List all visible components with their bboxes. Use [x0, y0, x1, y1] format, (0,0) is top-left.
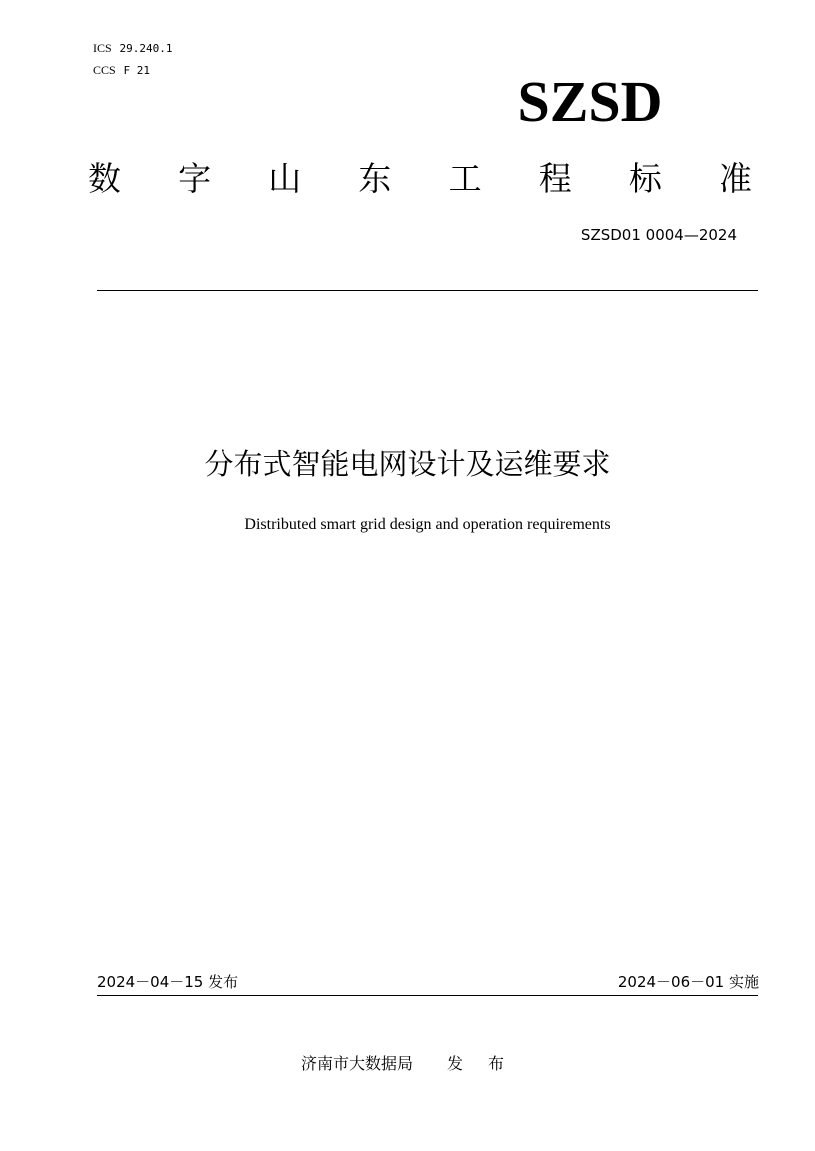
ics-label: ICS [93, 41, 112, 55]
document-title-en: Distributed smart grid design and operation requirements [244, 516, 611, 533]
issue-date: 2024－04－15 发布 [97, 973, 239, 991]
standard-type-char: 山 [268, 159, 302, 198]
standard-type-char: 字 [178, 159, 212, 198]
standard-type-char: 程 [538, 159, 572, 198]
top-divider [97, 290, 758, 291]
standard-type-char: 东 [358, 159, 392, 198]
standard-type-char: 工 [448, 159, 482, 198]
ics-code: 29.240.1 [119, 42, 173, 55]
implementation-date: 2024－06－01 实施 [617, 973, 759, 991]
publisher-line [0, 1053, 815, 1075]
ccs-label: CCS [93, 63, 116, 77]
publish-action: 发 布 [446, 1054, 515, 1073]
bottom-divider [97, 995, 758, 996]
standard-type-heading [88, 155, 752, 203]
standard-type-char: 准 [718, 159, 752, 198]
ccs-code: F 21 [123, 64, 151, 77]
szsd-logo: SZSD [517, 69, 663, 134]
standard-number: SZSD01 0004—2024 [580, 226, 737, 244]
ics-classification [93, 41, 173, 56]
standard-type-char: 数 [88, 159, 121, 198]
standard-type-char: 标 [628, 159, 662, 198]
ccs-classification [93, 63, 150, 78]
document-title-cn: 分布式智能电网设计及运维要求 [204, 447, 611, 481]
publisher-name: 济南市大数据局 [300, 1054, 413, 1073]
